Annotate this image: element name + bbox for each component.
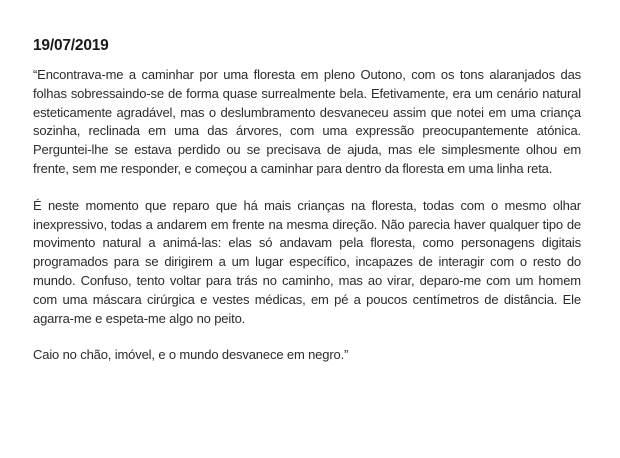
entry-paragraph-2: É neste momento que reparo que há mais crianças na floresta, todas com o mesmo olhar inexpressivo, todas a andarem em frente na mesma direção. Não parecia haver qualquer tipo de movimento natural a animá-las: elas só andavam pela floresta, como personagens digitais programados para se dirigirem a um lugar específico, incapazes de interagir com o resto do mundo. Confuso, tento voltar para trás no caminho, mas ao virar, deparo-me com um homem com uma máscara cirúrgica e vestes médicas, em pé a poucos centímetros de distância. Ele agarra-me e espeta-me algo no peito.: [33, 197, 581, 326]
entry-paragraph-3: Caio no chão, imóvel, e o mundo desvanece em negro.”: [33, 347, 349, 363]
diary-entry: [33, 36, 581, 365]
entry-date: 19/07/2019: [33, 37, 109, 54]
entry-paragraph-1: “Encontrava-me a caminhar por uma floresta em pleno Outono, com os tons alaranjados das folhas sobressaindo-se de forma quase surrealmente bela. Efetivamente, era um cenário natural esteticamente agradável, mas o deslumbramento desvaneceu assim que notei em uma criança sozinha, reclinada em uma das árvores, com uma expressão preocupantemente atónica. Perguntei-lhe se estava perdido ou se precisava de ajuda, mas ele simplesmente olhou em frente, sem me responder, e começou a caminhar para dentro da floresta em uma linha reta.: [33, 67, 581, 176]
